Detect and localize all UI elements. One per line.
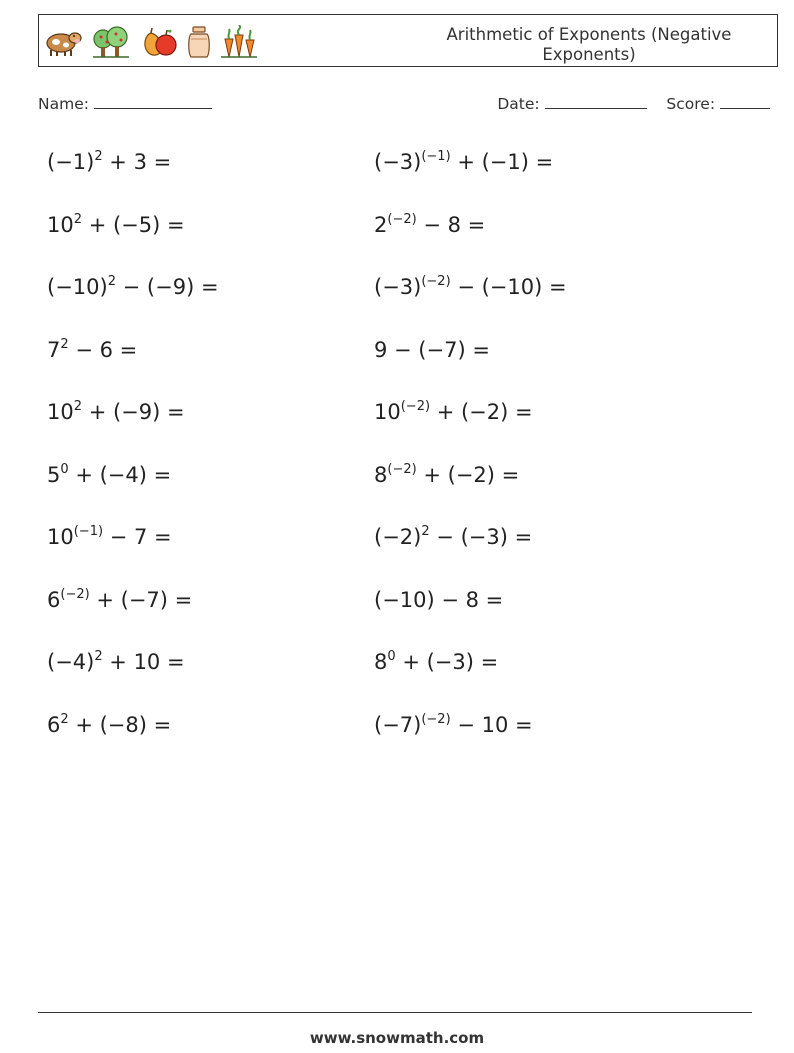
problem-rest: − 10 = bbox=[450, 712, 533, 737]
problem-exponent: (−1) bbox=[421, 149, 451, 164]
tree-icon bbox=[89, 25, 133, 59]
problem-right-7 bbox=[374, 525, 532, 549]
date-label: Date: bbox=[497, 95, 540, 113]
score-blank[interactable] bbox=[720, 93, 770, 109]
problem-rest: − 8 = bbox=[416, 212, 486, 237]
problem-rest: + (−1) = bbox=[450, 150, 554, 174]
problem-rest: + (−2) = bbox=[430, 400, 533, 424]
problem-exponent: 2 bbox=[73, 211, 83, 227]
problem-base: (−1) bbox=[47, 150, 95, 174]
carrot-icon bbox=[219, 25, 259, 59]
problem-left-4 bbox=[47, 338, 137, 362]
problem-base: (−3) bbox=[374, 275, 422, 299]
problem-base: 10 bbox=[374, 400, 401, 424]
score-label: Score: bbox=[666, 95, 716, 113]
problem-rest: + (−9) = bbox=[82, 400, 185, 424]
problem-base: 5 bbox=[47, 462, 61, 487]
problem-right-3 bbox=[374, 275, 567, 299]
problem-exponent: (−2) bbox=[400, 399, 431, 414]
problem-exponent: (−2) bbox=[421, 711, 451, 727]
problem-base: 7 bbox=[47, 337, 61, 362]
name-label: Name: bbox=[38, 95, 89, 113]
problem-base: (−10) bbox=[47, 275, 108, 299]
problem-left-3 bbox=[47, 275, 219, 299]
problem-right-6 bbox=[374, 463, 519, 487]
problem-exponent: (−2) bbox=[421, 274, 451, 289]
problem-base: 2 bbox=[374, 212, 388, 237]
problem-rest: − (−10) = bbox=[450, 275, 567, 299]
problem-exponent: 2 bbox=[94, 649, 103, 664]
problem-exponent: 0 bbox=[60, 461, 69, 477]
problem-rest: − 6 = bbox=[68, 337, 138, 362]
cow-icon bbox=[41, 26, 83, 58]
footer-url: www.snowmath.com bbox=[309, 1029, 485, 1047]
problem-exponent: (−1) bbox=[73, 524, 104, 539]
problem-base: 10 bbox=[47, 400, 74, 424]
problem-exponent: 2 bbox=[60, 336, 69, 352]
problem-left-8 bbox=[47, 588, 192, 612]
problem-rest: − (−9) = bbox=[115, 275, 219, 299]
problem-left-2 bbox=[47, 213, 185, 237]
footer-divider bbox=[38, 1012, 752, 1013]
problem-exponent: (−2) bbox=[387, 461, 417, 477]
problem-rest: + (−8) = bbox=[68, 712, 172, 737]
problem-base: (−2) bbox=[374, 525, 422, 549]
problem-base: 8 bbox=[374, 462, 388, 487]
problem-exponent: 2 bbox=[73, 399, 83, 414]
problem-rest: + (−3) = bbox=[395, 650, 499, 674]
problem-base: (−3) bbox=[374, 150, 422, 174]
problem-exponent: (−2) bbox=[387, 211, 417, 227]
problem-right-5 bbox=[374, 400, 533, 424]
problem-base: 10 bbox=[47, 525, 74, 549]
problem-base: (−10) − 8 = bbox=[374, 587, 504, 612]
problem-left-7 bbox=[47, 525, 172, 549]
problem-rest: + (−7) = bbox=[89, 587, 193, 612]
page-title: Arithmetic of Exponents (Negative Exponents) bbox=[446, 25, 732, 64]
problem-base: 10 bbox=[47, 212, 74, 237]
problem-right-9 bbox=[374, 650, 498, 674]
problem-right-1 bbox=[374, 150, 553, 174]
problem-base: 6 bbox=[47, 587, 61, 612]
problem-right-2 bbox=[374, 213, 485, 237]
problem-exponent: 2 bbox=[60, 711, 69, 727]
problem-rest: + 3 = bbox=[102, 150, 172, 174]
header-box bbox=[38, 14, 778, 67]
jar-icon bbox=[185, 25, 213, 59]
problem-base: 9 − (−7) = bbox=[374, 337, 490, 362]
problem-base: (−4) bbox=[47, 650, 95, 674]
problem-rest: + (−2) = bbox=[416, 462, 520, 487]
date-blank[interactable] bbox=[545, 93, 647, 109]
problem-base: (−7) bbox=[374, 712, 422, 737]
problem-exponent: 0 bbox=[387, 649, 396, 664]
problem-left-6 bbox=[47, 463, 171, 487]
name-blank[interactable] bbox=[94, 93, 212, 109]
problem-base: 6 bbox=[47, 712, 61, 737]
problem-rest: − (−3) = bbox=[429, 525, 533, 549]
header-icons bbox=[41, 21, 259, 63]
problem-right-10 bbox=[374, 713, 533, 737]
problem-base: 8 bbox=[374, 650, 388, 674]
problem-exponent: (−2) bbox=[60, 586, 90, 602]
name-field bbox=[38, 93, 212, 113]
problem-exponent: 2 bbox=[107, 274, 116, 289]
problem-exponent: 2 bbox=[94, 149, 103, 164]
problem-rest: + 10 = bbox=[102, 650, 185, 674]
problem-rest: + (−5) = bbox=[82, 212, 185, 237]
problem-right-4 bbox=[374, 338, 490, 362]
date-score-fields bbox=[497, 93, 770, 113]
problem-left-5 bbox=[47, 400, 185, 424]
problem-rest: − 7 = bbox=[103, 525, 172, 549]
problem-left-9 bbox=[47, 650, 185, 674]
problem-right-8 bbox=[374, 588, 503, 612]
problem-left-10 bbox=[47, 713, 171, 737]
problem-exponent: 2 bbox=[421, 524, 430, 539]
problem-rest: + (−4) = bbox=[68, 462, 172, 487]
fruit-icon bbox=[139, 25, 179, 59]
problem-left-1 bbox=[47, 150, 171, 174]
